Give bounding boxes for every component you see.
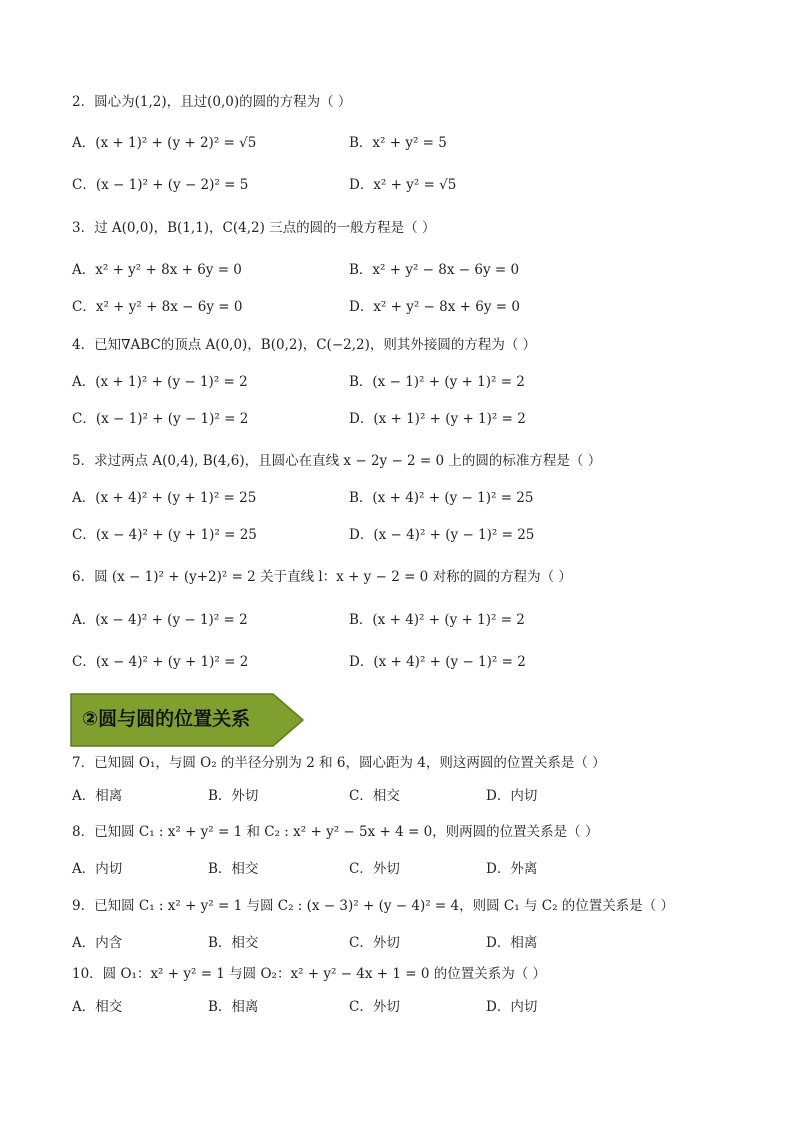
question-3-option-a: A．x² + y² + 8x + 6y = 0 — [72, 262, 242, 278]
question-3-stem: 3．过 A(0,0)，B(1,1)，C(4,2) 三点的圆的一般方程是（ ） — [72, 220, 436, 236]
question-10-stem: 10．圆 O₁：x² + y² = 1 与圆 O₂：x² + y² − 4x + 1 = 0 的位置关系为（ ） — [72, 966, 547, 982]
question-2-option-b: B．x² + y² = 5 — [349, 135, 447, 151]
question-2-option-d: D．x² + y² = √5 — [349, 177, 457, 193]
section-banner — [70, 693, 304, 747]
question-3-option-c: C．x² + y² + 8x − 6y = 0 — [72, 299, 243, 315]
question-3-option-b: B．x² + y² − 8x − 6y = 0 — [349, 262, 520, 278]
question-4-stem: 4．已知∇ABC的顶点 A(0,0)，B(0,2)，C(−2,2)，则其外接圆的方程为（ ） — [72, 337, 537, 353]
question-8-option-b: B．相交 — [208, 861, 259, 877]
question-6-option-c: C．(x − 4)² + (y + 1)² = 2 — [72, 654, 249, 670]
question-5-option-b: B．(x + 4)² + (y − 1)² = 25 — [349, 490, 534, 506]
question-2-option-a: A．(x + 1)² + (y + 2)² = √5 — [72, 135, 257, 151]
question-6-stem: 6．圆 (x − 1)² + (y+2)² = 2 关于直线 l：x + y − 2 = 0 对称的圆的方程为（ ） — [72, 569, 572, 585]
question-4-option-b: B．(x − 1)² + (y + 1)² = 2 — [349, 374, 525, 390]
question-6-option-a: A．(x − 4)² + (y − 1)² = 2 — [72, 612, 248, 628]
question-8-option-d: D．外离 — [486, 861, 538, 877]
question-10-option-d: D．内切 — [486, 999, 538, 1015]
question-9-option-b: B．相交 — [208, 935, 259, 951]
question-8-option-a: A．内切 — [72, 861, 123, 877]
section-title: ②圆与圆的位置关系 — [82, 708, 251, 730]
question-9-option-a: A．内含 — [72, 935, 123, 951]
question-9-stem: 9．已知圆 C₁ : x² + y² = 1 与圆 C₂ : (x − 3)² + (y − 4)² = 4，则圆 C₁ 与 C₂ 的位置关系是（ ） — [72, 898, 675, 914]
question-7-option-b: B．外切 — [208, 788, 259, 804]
question-10-option-c: C．外切 — [349, 999, 400, 1015]
question-5-option-a: A．(x + 4)² + (y + 1)² = 25 — [72, 490, 257, 506]
question-7-stem: 7．已知圆 O₁，与圆 O₂ 的半径分别为 2 和 6，圆心距为 4，则这两圆的位置关系是（ ） — [72, 755, 606, 771]
question-8-option-c: C．外切 — [349, 861, 400, 877]
question-4-option-d: D．(x + 1)² + (y + 1)² = 2 — [349, 411, 526, 427]
question-2-stem: 2．圆心为(1,2)，且过(0,0)的圆的方程为（ ） — [72, 94, 352, 110]
question-5-stem: 5．求过两点 A(0,4), B(4,6)，且圆心在直线 x − 2y − 2 = 0 上的圆的标准方程是（ ） — [72, 453, 602, 469]
question-4-option-a: A．(x + 1)² + (y − 1)² = 2 — [72, 374, 248, 390]
question-2-option-c: C．(x − 1)² + (y − 2)² = 5 — [72, 177, 249, 193]
question-5-option-c: C．(x − 4)² + (y + 1)² = 25 — [72, 527, 257, 543]
question-3-option-d: D．x² + y² − 8x + 6y = 0 — [349, 299, 520, 315]
question-5-option-d: D．(x − 4)² + (y − 1)² = 25 — [349, 527, 535, 543]
question-9-option-d: D．相离 — [486, 935, 538, 951]
question-9-option-c: C．外切 — [349, 935, 400, 951]
question-8-stem: 8．已知圆 C₁ : x² + y² = 1 和 C₂ : x² + y² − 5x + 4 = 0，则两圆的位置关系是（ ） — [72, 824, 599, 840]
question-7-option-c: C．相交 — [349, 788, 400, 804]
question-6-option-d: D．(x + 4)² + (y − 1)² = 2 — [349, 654, 526, 670]
question-10-option-b: B．相离 — [208, 999, 259, 1015]
question-4-option-c: C．(x − 1)² + (y − 1)² = 2 — [72, 411, 249, 427]
question-7-option-a: A．相离 — [72, 788, 123, 804]
question-6-option-b: B．(x + 4)² + (y + 1)² = 2 — [349, 612, 525, 628]
question-7-option-d: D．内切 — [486, 788, 538, 804]
question-10-option-a: A．相交 — [72, 999, 123, 1015]
